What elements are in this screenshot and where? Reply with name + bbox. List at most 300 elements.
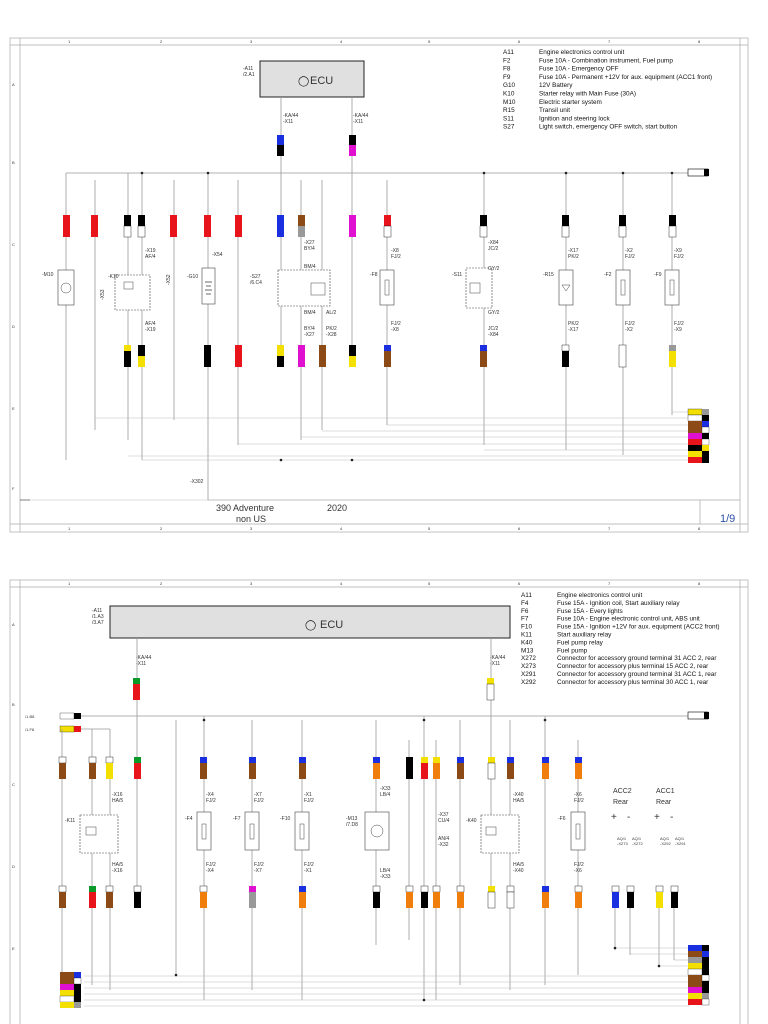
sheet-1 (10, 38, 748, 532)
wire-tag (421, 763, 428, 779)
svg-text:BM/4: BM/4 (304, 264, 316, 270)
wire-tag (406, 892, 413, 908)
wire-tag (457, 886, 464, 892)
svg-text:HA/5: HA/5 (112, 798, 124, 804)
svg-text:HA/5: HA/5 (112, 862, 124, 868)
svg-text:/1.A3: /1.A3 (92, 614, 104, 620)
wire-tag (488, 886, 495, 892)
svg-text:5: 5 (428, 581, 431, 586)
wire-tag (433, 763, 440, 779)
wire-tag (507, 757, 514, 763)
svg-text:-S27: -S27 (250, 274, 261, 280)
svg-text:-X4: -X4 (206, 792, 214, 798)
legend-code: G10 (503, 82, 516, 90)
svg-text:C: C (12, 782, 15, 787)
svg-text:-X9: -X9 (674, 248, 682, 254)
svg-text:-X1: -X1 (304, 792, 312, 798)
svg-text:-X33: -X33 (380, 874, 391, 880)
legend-desc: Fuel pump relay (557, 639, 603, 647)
legend-code: F4 (521, 599, 529, 607)
f8-fuse (380, 270, 394, 305)
svg-text:-F4: -F4 (185, 816, 193, 822)
svg-text:-K11: -K11 (65, 818, 76, 824)
svg-text:-X6: -X6 (574, 792, 582, 798)
wire-tag (200, 892, 207, 908)
wire-tag (627, 886, 634, 892)
ecu-icon: ◯ (298, 76, 310, 87)
svg-text:-F7: -F7 (233, 816, 241, 822)
legend-desc: Electric starter system (539, 98, 602, 106)
wire-tag (299, 886, 306, 892)
svg-text:FJ/2: FJ/2 (391, 254, 401, 260)
svg-text:FJ/2: FJ/2 (674, 321, 684, 327)
svg-text:8: 8 (698, 39, 701, 44)
wire-tag (200, 757, 207, 763)
svg-text:-F2: -F2 (604, 272, 612, 278)
wire-tag (542, 757, 549, 763)
top-tags-sheet-2 (59, 757, 582, 779)
svg-text:AF/4: AF/4 (145, 321, 156, 327)
right-tags-sheet-2 (688, 945, 709, 1005)
f2-fuse (616, 270, 630, 305)
svg-text:HA/5: HA/5 (513, 862, 525, 868)
wire-tag (656, 892, 663, 908)
svg-text:4: 4 (340, 526, 343, 531)
wire-tag (507, 763, 514, 779)
acc2-minus: - (627, 812, 631, 823)
f4-fuse (197, 812, 211, 850)
wire-tag (406, 757, 413, 763)
svg-text:-X11: -X11 (353, 119, 364, 125)
legend-code: F8 (503, 65, 511, 73)
svg-text:/2.A1: /2.A1 (243, 72, 255, 78)
svg-text:A: A (12, 622, 15, 627)
legend-code: X272 (521, 655, 536, 663)
legend-desc: Fuse 15A - Every lights (557, 607, 623, 615)
svg-text:-F9: -F9 (654, 272, 662, 278)
svg-text:-X84: -X84 (488, 240, 499, 246)
wire-tag (89, 892, 96, 908)
svg-text:FJ/2: FJ/2 (206, 862, 216, 868)
wire-tag (542, 763, 549, 779)
wire-tag (406, 763, 413, 779)
legend-desc: Fuel pump (557, 647, 588, 655)
legend-desc: Fuse 15A - Ignition +12V for aux. equipment (ACC2 front) (557, 623, 720, 631)
wire-tag (200, 763, 207, 779)
svg-text:BY/4: BY/4 (304, 246, 315, 252)
wire-tag (59, 892, 66, 908)
svg-text:2: 2 (160, 526, 163, 531)
legend-code: X273 (521, 663, 536, 671)
legend-sheet-2 (521, 592, 720, 686)
legend-desc: Connector for accessory plus terminal 15 ACC 2, rear (557, 663, 709, 671)
f6-fuse (571, 812, 585, 850)
svg-text:FJ/2: FJ/2 (674, 254, 684, 260)
svg-text:GY/2: GY/2 (488, 266, 500, 272)
svg-text:-X7: -X7 (254, 792, 262, 798)
svg-text:-K10: -K10 (108, 274, 119, 280)
svg-text:C: C (12, 242, 15, 247)
svg-text:-X11: -X11 (283, 119, 294, 125)
legend-desc: Fuse 10A - Combination instrument, Fuel pump (539, 57, 673, 65)
svg-text:-X54: -X54 (212, 252, 223, 258)
svg-text:-X2: -X2 (625, 327, 633, 333)
svg-text:PK/2: PK/2 (568, 321, 579, 327)
legend-code: A11 (503, 49, 514, 56)
svg-text:CU/4: CU/4 (438, 818, 450, 824)
svg-text:-KA/44: -KA/44 (136, 655, 152, 661)
wire-tag (134, 757, 141, 763)
title-year: 2020 (327, 503, 348, 513)
svg-text:-X272: -X272 (632, 841, 643, 846)
wire-tag (612, 886, 619, 892)
f7-fuse (245, 812, 259, 850)
acc1-sub: Rear (656, 799, 672, 806)
legend-desc: Fuse 10A - Engine electronic control unit, ABS unit (557, 615, 700, 623)
acc1-minus: - (670, 812, 674, 823)
svg-text:FJ/2: FJ/2 (304, 862, 314, 868)
svg-text:-X292: -X292 (660, 841, 671, 846)
legend-code: A11 (521, 592, 532, 599)
wire-tag (488, 892, 495, 908)
ecu-label: ECU (310, 75, 334, 87)
wire-tag (433, 886, 440, 892)
acc1-label: ACC1 (656, 788, 675, 795)
wire-tag (406, 886, 413, 892)
legend-code: M10 (503, 98, 516, 106)
svg-text:F: F (12, 486, 15, 491)
wire-tag (89, 886, 96, 892)
svg-text:7: 7 (608, 581, 611, 586)
wire-tag (249, 892, 256, 908)
wire-tag (89, 763, 96, 779)
acc2-sub: Rear (613, 799, 629, 806)
wire-tag (575, 763, 582, 779)
k40-relay (481, 815, 519, 853)
svg-text:PK/2: PK/2 (568, 254, 579, 260)
legend-code: F6 (521, 607, 529, 615)
svg-text:/3.A7: /3.A7 (92, 620, 104, 626)
wire-tag (433, 892, 440, 908)
svg-text:4: 4 (340, 39, 343, 44)
wire-tag (575, 886, 582, 892)
wire-tag (249, 757, 256, 763)
k10-relay (115, 275, 150, 310)
svg-text:/6.C4: /6.C4 (250, 280, 262, 286)
page-number: 1/9 (720, 513, 736, 525)
svg-text:-X273: -X273 (617, 841, 628, 846)
m13-fuel-pump (365, 812, 389, 850)
wire-tag (627, 892, 634, 908)
svg-text:-X16: -X16 (112, 792, 123, 798)
wire-tag (134, 892, 141, 908)
svg-text:-X27: -X27 (304, 240, 315, 246)
wire-tag (612, 892, 619, 908)
wire-tag (507, 892, 514, 908)
wire-tag (249, 763, 256, 779)
wire-tag (507, 886, 514, 892)
svg-text:-F8: -F8 (370, 272, 378, 278)
wire-tag (277, 135, 284, 146)
svg-text:2: 2 (160, 581, 163, 586)
wire-tag (373, 757, 380, 763)
svg-text:-X11: -X11 (136, 661, 147, 667)
top-tags-sheet-1 (63, 215, 676, 237)
svg-text:-X19: -X19 (145, 248, 156, 254)
right-tags-sheet-1 (688, 409, 709, 463)
svg-text:AQ/1: AQ/1 (632, 836, 642, 841)
svg-text:6: 6 (518, 526, 521, 531)
svg-text:1: 1 (68, 39, 71, 44)
left-tags-sheet-2 (60, 972, 81, 1008)
svg-text:-X9: -X9 (674, 327, 682, 333)
legend-code: X292 (521, 678, 536, 686)
svg-text:FJ/2: FJ/2 (625, 254, 635, 260)
svg-text:-X32: -X32 (438, 842, 449, 848)
ground-ref: -X302 (190, 479, 204, 485)
wire-tag (542, 886, 549, 892)
svg-text:BY/4: BY/4 (304, 326, 315, 332)
legend-desc: Transil unit (539, 107, 571, 115)
svg-text:FJ/2: FJ/2 (574, 798, 584, 804)
wire-tag (373, 886, 380, 892)
wire-tag (299, 757, 306, 763)
legend-desc: Connector for accessory plus terminal 30 ACC 1, rear (557, 678, 709, 686)
acc2-plus: + (611, 812, 617, 823)
wire-tag (433, 757, 440, 763)
svg-text:/1.B8: /1.B8 (25, 714, 35, 719)
svg-text:6: 6 (518, 581, 521, 586)
svg-text:A: A (12, 82, 15, 87)
wire-tag (299, 892, 306, 908)
acc1-plus: + (654, 812, 660, 823)
wire-tag (373, 763, 380, 779)
legend-code: K10 (503, 90, 515, 98)
wire-tag (106, 757, 113, 763)
wire-tag (59, 763, 66, 779)
legend-code: F9 (503, 73, 511, 81)
svg-text:AQ/1: AQ/1 (617, 836, 627, 841)
wire-tag (106, 763, 113, 779)
svg-text:-X2: -X2 (625, 248, 633, 254)
legend-desc: Start auxiliary relay (557, 631, 612, 639)
svg-text:FJ/2: FJ/2 (391, 321, 401, 327)
svg-text:-X1: -X1 (304, 868, 312, 874)
svg-text:-X28: -X28 (326, 332, 337, 338)
legend-code: S27 (503, 123, 515, 131)
wire-tag (421, 886, 428, 892)
wire-tag (671, 892, 678, 908)
wire-tag (488, 757, 495, 763)
bottom-tags-sheet-2 (59, 886, 678, 908)
wire-tag (249, 886, 256, 892)
legend-desc: Fuse 10A - Emergency OFF (539, 65, 619, 73)
svg-text:6: 6 (518, 39, 521, 44)
svg-text:PK/2: PK/2 (326, 326, 337, 332)
svg-text:-X37: -X37 (438, 812, 449, 818)
legend-code: F7 (521, 615, 529, 623)
svg-text:FJ/2: FJ/2 (206, 798, 216, 804)
svg-text:FJ/2: FJ/2 (574, 862, 584, 868)
bottom-tags-sheet-1 (124, 345, 676, 367)
svg-text:1: 1 (68, 526, 71, 531)
wire-tag (421, 892, 428, 908)
wire-tag (542, 892, 549, 908)
f10-fuse (295, 812, 309, 850)
svg-text:-X17: -X17 (568, 327, 579, 333)
legend-desc: Engine electronics control unit (539, 49, 625, 56)
svg-text:-X33: -X33 (380, 786, 391, 792)
wire-tag (575, 892, 582, 908)
ecu-label-2: ECU (320, 619, 344, 631)
wire-tag (106, 892, 113, 908)
wire-tag (373, 892, 380, 908)
svg-text:-G10: -G10 (187, 274, 199, 280)
svg-text:3: 3 (250, 526, 253, 531)
svg-text:-X8: -X8 (391, 327, 399, 333)
svg-text:E: E (12, 946, 15, 951)
legend-code: R15 (503, 107, 515, 115)
f9-fuse (665, 270, 679, 305)
svg-text:1: 1 (68, 581, 71, 586)
svg-text:-X8: -X8 (391, 248, 399, 254)
legend-desc: Engine electronics control unit (557, 592, 643, 599)
wire-tag (134, 886, 141, 892)
wire-tag (671, 886, 678, 892)
svg-text:-F6: -F6 (558, 816, 566, 822)
svg-text:8: 8 (698, 526, 701, 531)
svg-text:B: B (12, 702, 15, 707)
svg-text:-X17: -X17 (568, 248, 579, 254)
svg-text:JC/2: JC/2 (488, 326, 499, 332)
svg-text:D: D (12, 864, 15, 869)
legend-desc: Connector for accessory ground terminal 31 ACC 2, rear (557, 655, 717, 663)
svg-text:-KA/44: -KA/44 (490, 655, 506, 661)
s27-switch (278, 270, 330, 306)
svg-text:5: 5 (428, 526, 431, 531)
svg-text:E: E (12, 406, 15, 411)
svg-text:4: 4 (340, 581, 343, 586)
svg-text:AN/4: AN/4 (438, 836, 450, 842)
wire-tag (89, 757, 96, 763)
wire-tag (488, 763, 495, 779)
legend-sheet-1 (503, 49, 712, 131)
legend-code: K11 (521, 631, 532, 639)
svg-text:-K40: -K40 (466, 818, 477, 824)
title-market: non US (236, 514, 267, 524)
legend-desc: Ignition and steering lock (539, 115, 610, 123)
svg-text:-X40: -X40 (513, 792, 524, 798)
svg-text:7: 7 (608, 39, 611, 44)
svg-text:-S11: -S11 (452, 272, 463, 278)
svg-text:5: 5 (428, 39, 431, 44)
legend-desc: Starter relay with Main Fuse (30A) (539, 90, 636, 98)
connector-label-2: -KA/44 (353, 113, 369, 119)
svg-text:-X291: -X291 (675, 841, 686, 846)
svg-text:GY/2: GY/2 (488, 310, 500, 316)
legend-code: S11 (503, 115, 514, 123)
ecu-ref: -A11 (243, 66, 254, 72)
legend-desc: Light switch, emergency OFF switch, start button (539, 123, 678, 131)
wire-tag (457, 892, 464, 908)
svg-text:2: 2 (160, 39, 163, 44)
svg-text:-X6: -X6 (574, 868, 582, 874)
wire-tag (299, 763, 306, 779)
r15-transil (559, 270, 573, 305)
svg-text:-M13: -M13 (346, 816, 358, 822)
wire-tag (59, 757, 66, 763)
legend-code: F2 (503, 57, 511, 65)
wire-tag (59, 886, 66, 892)
svg-text:LB/4: LB/4 (380, 792, 391, 798)
svg-text:-F10: -F10 (280, 816, 291, 822)
svg-text:3: 3 (250, 39, 253, 44)
svg-text:AQ/1: AQ/1 (660, 836, 670, 841)
svg-text:/1.F8: /1.F8 (25, 727, 35, 732)
svg-text:AQ/1: AQ/1 (675, 836, 685, 841)
wire-tag (106, 886, 113, 892)
wire-tag (575, 757, 582, 763)
legend-desc: Fuse 10A - Permanent +12V for aux. equipment (ACC1 front) (539, 73, 713, 81)
svg-text:FJ/2: FJ/2 (254, 798, 264, 804)
legend-code: F10 (521, 623, 533, 631)
svg-text:-M10: -M10 (42, 272, 54, 278)
acc2-label: ACC2 (613, 788, 632, 795)
svg-text:LB/4: LB/4 (380, 868, 391, 874)
legend-desc: Connector for accessory ground terminal 31 ACC 1, rear (557, 671, 717, 678)
svg-text:-X84: -X84 (488, 332, 499, 338)
wire-tag (457, 757, 464, 763)
svg-text:D: D (12, 324, 15, 329)
svg-text:-X4: -X4 (206, 868, 214, 874)
svg-text:-X53: -X53 (100, 289, 106, 300)
wire-tag (656, 886, 663, 892)
svg-text:/7.D8: /7.D8 (346, 822, 358, 828)
svg-text:-X7: -X7 (254, 868, 262, 874)
legend-desc: 12V Battery (539, 82, 573, 90)
wire-tag (457, 763, 464, 779)
legend-code: M13 (521, 647, 534, 655)
svg-text:3: 3 (250, 581, 253, 586)
svg-text:HA/5: HA/5 (513, 798, 525, 804)
svg-text:-R15: -R15 (543, 272, 554, 278)
svg-text:B: B (12, 160, 15, 165)
connector-label-1: -KA/44 (283, 113, 299, 119)
ecu-icon-2: ◯ (305, 620, 317, 631)
svg-text:-X16: -X16 (112, 868, 123, 874)
svg-text:-A11: -A11 (92, 608, 103, 614)
wire-tag (134, 763, 141, 779)
svg-text:-X27: -X27 (304, 332, 315, 338)
svg-text:-X11: -X11 (490, 661, 501, 667)
k11-relay (80, 815, 118, 853)
m10-motor (58, 270, 74, 305)
wire-tag (421, 757, 428, 763)
svg-text:BM/4: BM/4 (304, 310, 316, 316)
legend-code: X291 (521, 671, 536, 678)
svg-text:7: 7 (608, 526, 611, 531)
legend-code: K40 (521, 639, 533, 647)
svg-text:-X19: -X19 (145, 327, 156, 333)
svg-text:AF/4: AF/4 (145, 254, 156, 260)
wire-tag (200, 886, 207, 892)
svg-text:FJ/2: FJ/2 (625, 321, 635, 327)
svg-text:FJ/2: FJ/2 (304, 798, 314, 804)
svg-text:-X52: -X52 (166, 274, 172, 285)
svg-text:FJ/2: FJ/2 (254, 862, 264, 868)
svg-text:JC/2: JC/2 (488, 246, 499, 252)
legend-desc: Fuse 15A - Ignition coil, Start auxiliary relay (557, 599, 680, 607)
